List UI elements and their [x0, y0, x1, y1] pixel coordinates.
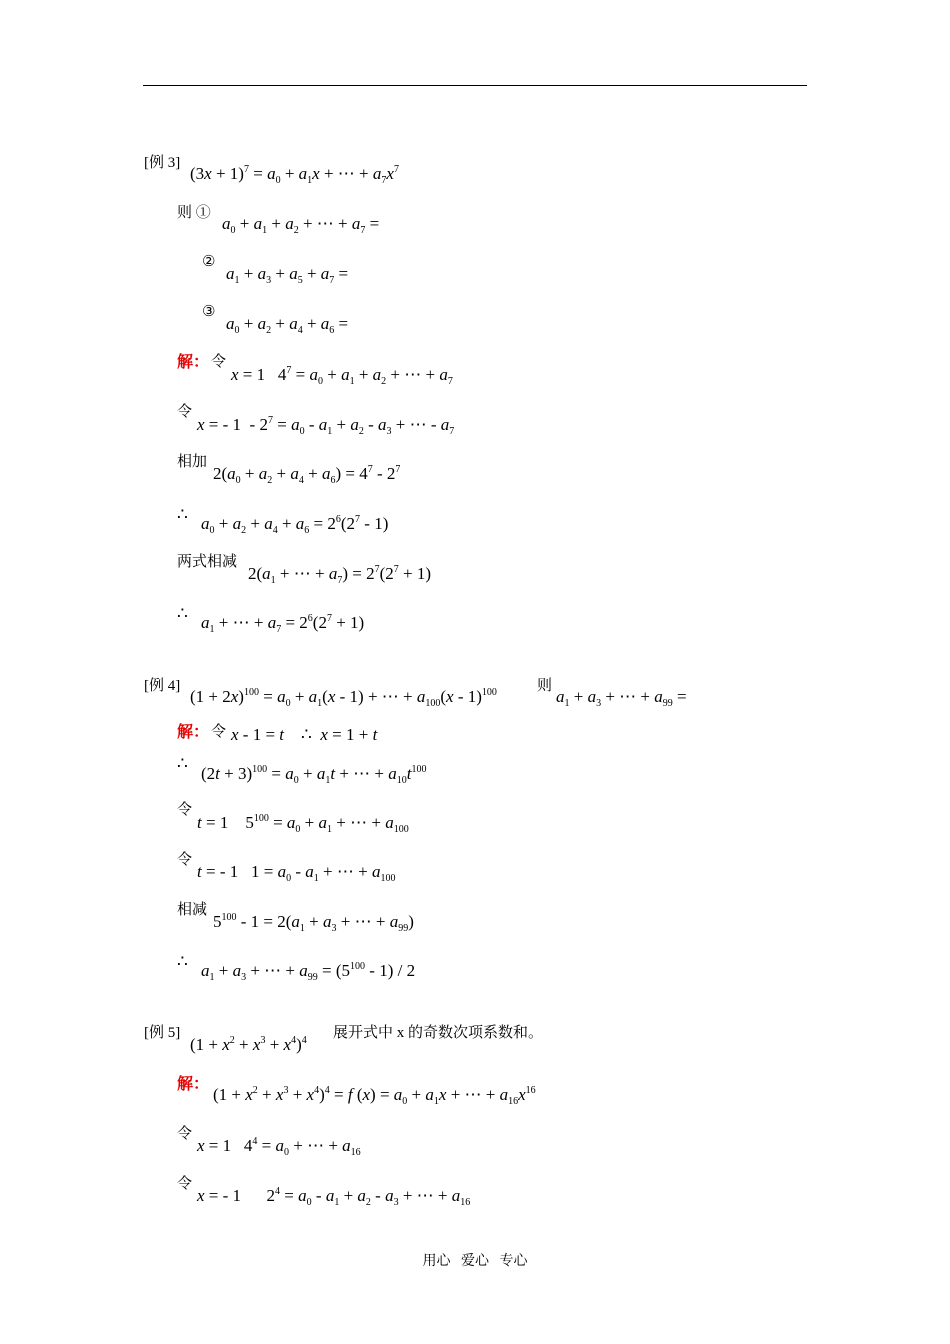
ex4-subtract-label: 相减: [177, 902, 208, 918]
ex4-substitution: x - 1 = t ∴ x = 1 + t: [231, 725, 378, 744]
ex4-ling-1: 令: [211, 724, 227, 740]
ex4-step-4: $5^{100} - 1 = 2(a_1 + a_3$ + ⋯ + $a_{99}$): [213, 912, 414, 934]
ex4-step-1: $(2t + 3)^{100} = a_0 + a_1t$ + ⋯ + $a_{10}t^{100}$: [201, 764, 427, 786]
ex3-step-1: x = 1 $4^7 = a_0 + a_1 + a_2$ + ⋯ + $a_7$: [231, 365, 453, 387]
ex4-result: $a_1 + a_3$ + ⋯ + $a_{99} = (5^{100} - 1) / 2$: [201, 961, 416, 983]
ex3-ling-2: 令: [177, 404, 193, 420]
ex3-equation: $(3x + 1)^7 = a_0 + a_1x$ + ⋯ + $a_7x^7$: [190, 164, 399, 186]
ex3-circle-2: ②: [202, 254, 216, 270]
ex3-question-2: $a_1 + a_3 + a_5 + a_7$ =: [226, 264, 349, 286]
ex3-solution-label: 解：: [177, 354, 210, 371]
ex3-therefore-1: ∴: [177, 505, 188, 524]
page-footer: 用心 爱心 专心: [422, 1254, 528, 1269]
ex5-step-1: $(1 + x^2 + x^3 + x^4)^4 = f$ $(x) = a_0 + a_1x$ + ⋯ + $a_{16}x^{16}$: [213, 1085, 536, 1107]
ex3-add-label: 相加: [177, 454, 208, 470]
ex3-result-odd: $a_1$ + ⋯ + $a_7 = 2^6(2^7 + 1)$: [201, 613, 365, 635]
ex3-question-1: $a_0 + a_1 + a_2$ + ⋯ + $a_7$ =: [222, 214, 380, 236]
ex3-step-4: $2(a_1$ + ⋯ + $a_7) = 2^7(2^7 + 1)$: [248, 564, 432, 586]
ex5-description: 展开式中 x 的奇数次项系数和。: [333, 1025, 544, 1041]
ex4-therefore-2: ∴: [177, 952, 188, 971]
ex3-step-3: $2(a_0 + a_2 + a_4 + a_6) = 4^7 - 2^7$: [213, 464, 401, 486]
ex4-ling-2: 令: [177, 802, 193, 818]
example-4-label: [例 4]: [144, 678, 181, 694]
ex5-step-3: x = - 1 $2^4 = a_0 - a_1 + a_2 - a_3$ + ⋯ + $a_{16}$: [197, 1186, 471, 1208]
ex4-ling-3: 令: [177, 852, 193, 868]
ex4-question: $a_1 + a_3$ + ⋯ + $a_{99}$ =: [556, 687, 687, 709]
ex3-result-even: $a_0 + a_2 + a_4 + a_6 = 2^6(2^7 - 1)$: [201, 514, 389, 536]
ex4-step-3: t = - 1 $1 = a_0 - a_1$ + ⋯ + $a_{100}$: [197, 862, 396, 884]
ex3-ze-label: 则 ①: [177, 205, 211, 221]
ex4-ze-label: 则: [537, 678, 553, 694]
header-rule: [143, 85, 807, 86]
ex3-subtract-label: 两式相减: [177, 554, 238, 570]
ex3-question-3: $a_0 + a_2 + a_4 + a_6$ =: [226, 314, 349, 336]
ex3-ling-1: 令: [211, 354, 227, 370]
ex5-expression: $(1 + x^2 + x^3 + x^4)^4$: [190, 1035, 307, 1054]
ex3-therefore-2: ∴: [177, 604, 188, 623]
ex5-ling-2: 令: [177, 1176, 193, 1192]
ex4-step-2: t = 1 $5^{100} = a_0 + a_1$ + ⋯ + $a_{100}$: [197, 813, 409, 835]
ex4-solution-label: 解：: [177, 724, 210, 741]
ex5-step-2: x = 1 $4^4 = a_0$ + ⋯ + $a_{16}$: [197, 1136, 361, 1158]
ex5-ling-1: 令: [177, 1126, 193, 1142]
ex4-therefore-1: ∴: [177, 754, 188, 773]
ex4-equation: $(1 + 2x)^{100} = a_0 + a_1(x - 1)$ + ⋯ + $a_{100}(x - 1)^{100}$: [190, 687, 497, 709]
example-5-label: [例 5]: [144, 1025, 181, 1041]
ex3-step-2: x = - $1 - 2^7 = a_0 - a_1 + a_2 - a_3$ + ⋯ - $a_7$: [197, 415, 455, 437]
example-3-label: [例 3]: [144, 155, 181, 171]
ex5-solution-label: 解：: [177, 1076, 210, 1093]
ex3-circle-3: ③: [202, 304, 216, 320]
